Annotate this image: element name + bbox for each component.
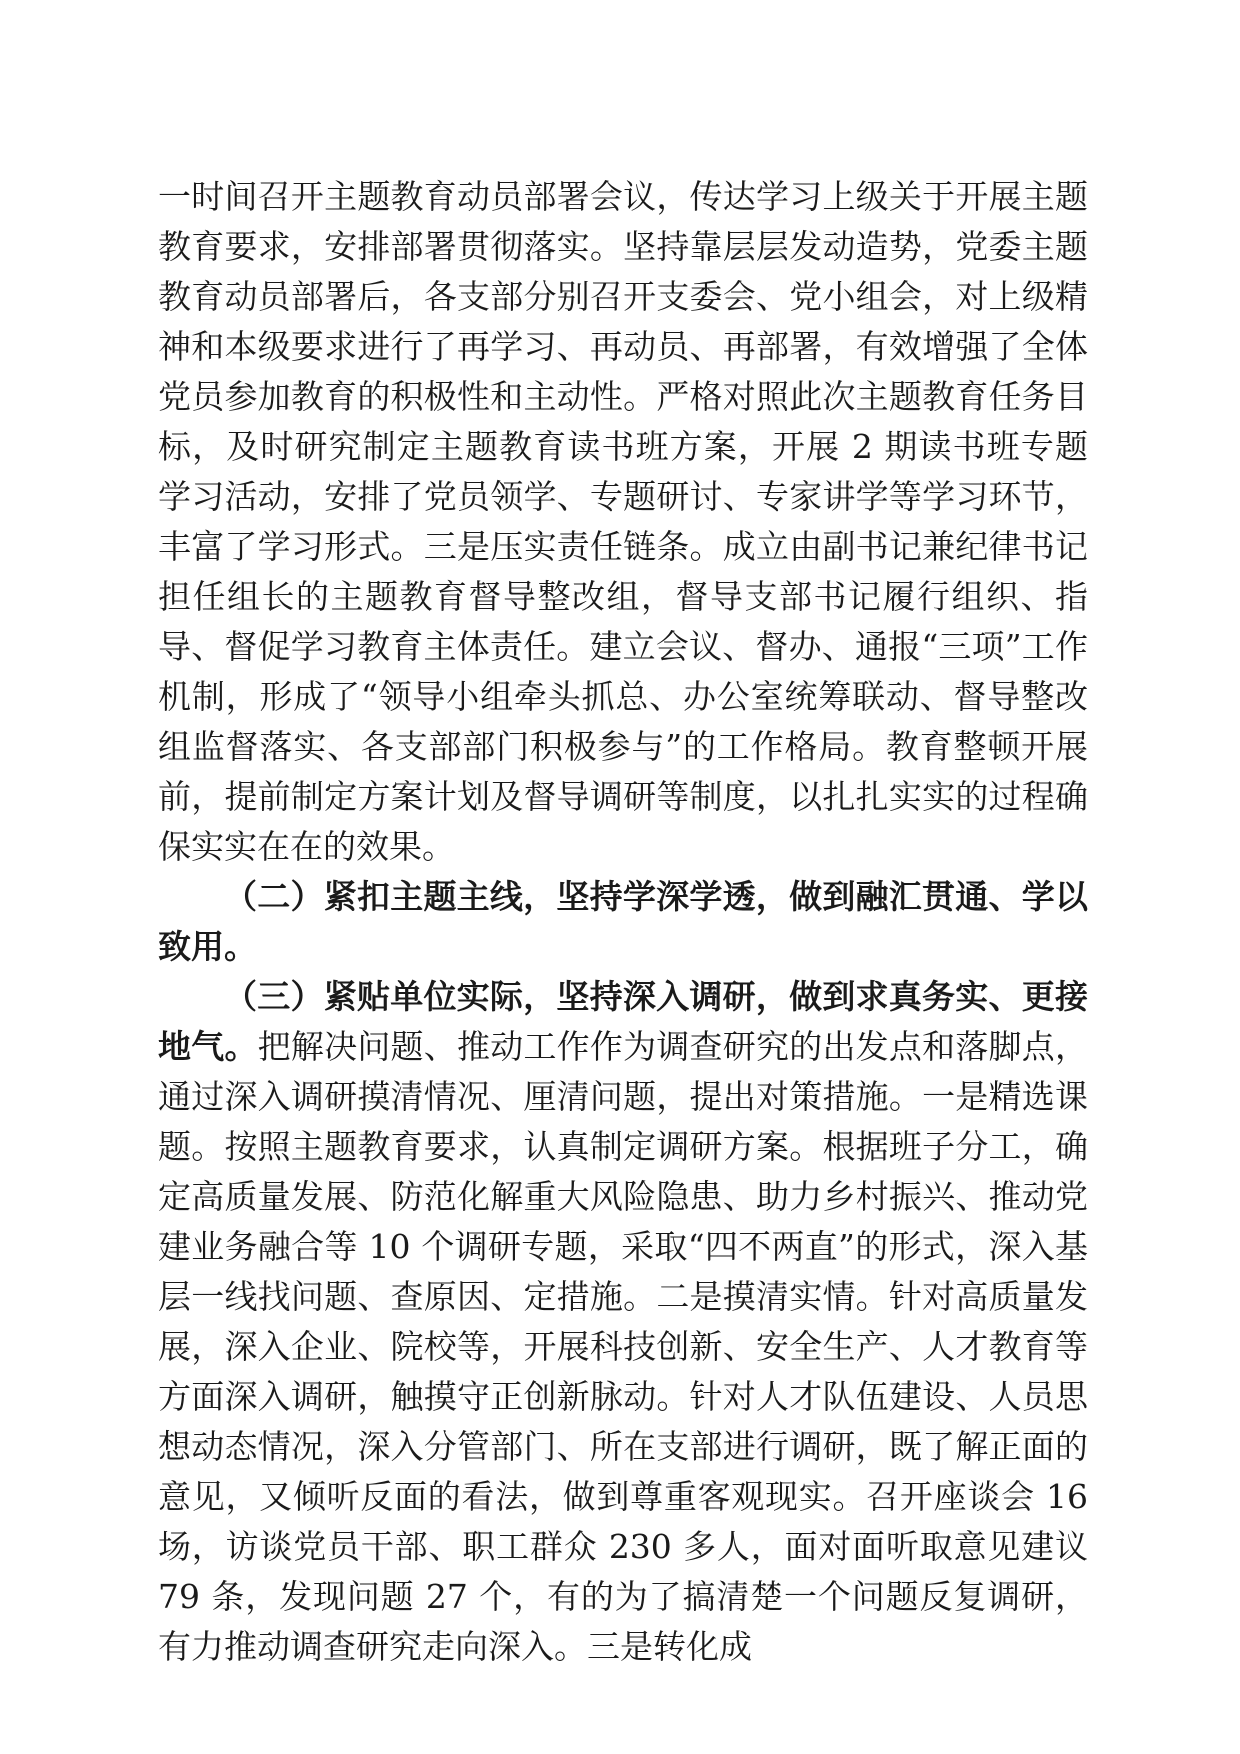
body-text [158, 172, 1088, 1672]
section-heading-3: （三）紧贴单位实际，坚持深入调研，做到求真务实、更接地气。 [158, 977, 1088, 1066]
paragraph-1-text: 一时间召开主题教育动员部署会议，传达学习上级关于开展主题教育要求，安排部署贯彻落实。坚持靠层层发动造势，党委主题教育动员部署后，各支部分别召开支委会、党小组会，对上级精神和本级要求进行了再学习、再动员、再部署，有效增强了全体党员参加教育的积极性和主动性。严格对照此次主题教育任务目标，及时研究制定主题教育读书班方案，开展 2 期读书班专题学习活动，安排了党员领学、专题研讨、专家讲学等学习环节，丰富了学习形式。三是压实责任链条。成立由副书记兼纪律书记担任组长的主题教育督导整改组，督导支部书记履行组织、指导、督促学习教育主体责任。建立会议、督办、通报“三项”工作机制，形成了“领导小组牵头抓总、办公室统筹联动、督导整改组监督落实、各支部部门积极参与”的工作格局。教育整顿开展前，提前制定方案计划及督导调研等制度，以扎扎实实的过程确保实实在在的效果。 [158, 177, 1088, 866]
paragraph-3 [158, 972, 1088, 1672]
paragraph-3-text: 把解决问题、推动工作作为调查研究的出发点和落脚点，通过深入调研摸清情况、厘清问题，提出对策措施。一是精选课题。按照主题教育要求，认真制定调研方案。根据班子分工，确定高质量发展、防范化解重大风险隐患、助力乡村振兴、推动党建业务融合等 10 个调研专题，采取“四不两直”的形式，深入基层一线找问题、查原因、定措施。二是摸清实情。针对高质量发展，深入企业、院校等，开展科技创新、安全生产、人才教育等方面深入调研，触摸守正创新脉动。针对人才队伍建设、人员思想动态情况，深入分管部门、所在支部进行调研，既了解正面的意见，又倾听反面的看法，做到尊重客观现实。召开座谈会 16 场，访谈党员干部、职工群众 230 多人，面对面听取意见建议 79 条，发现问题 27 个，有的为了搞清楚一个问题反复调研，有力推动调查研究走向深入。三是转化成 [158, 1027, 1089, 1666]
section-heading-2: （二）紧扣主题主线，坚持学深学透，做到融汇贯通、学以致用。 [158, 877, 1088, 966]
paragraph-1 [158, 172, 1088, 872]
paragraph-2-section-heading [158, 872, 1088, 972]
